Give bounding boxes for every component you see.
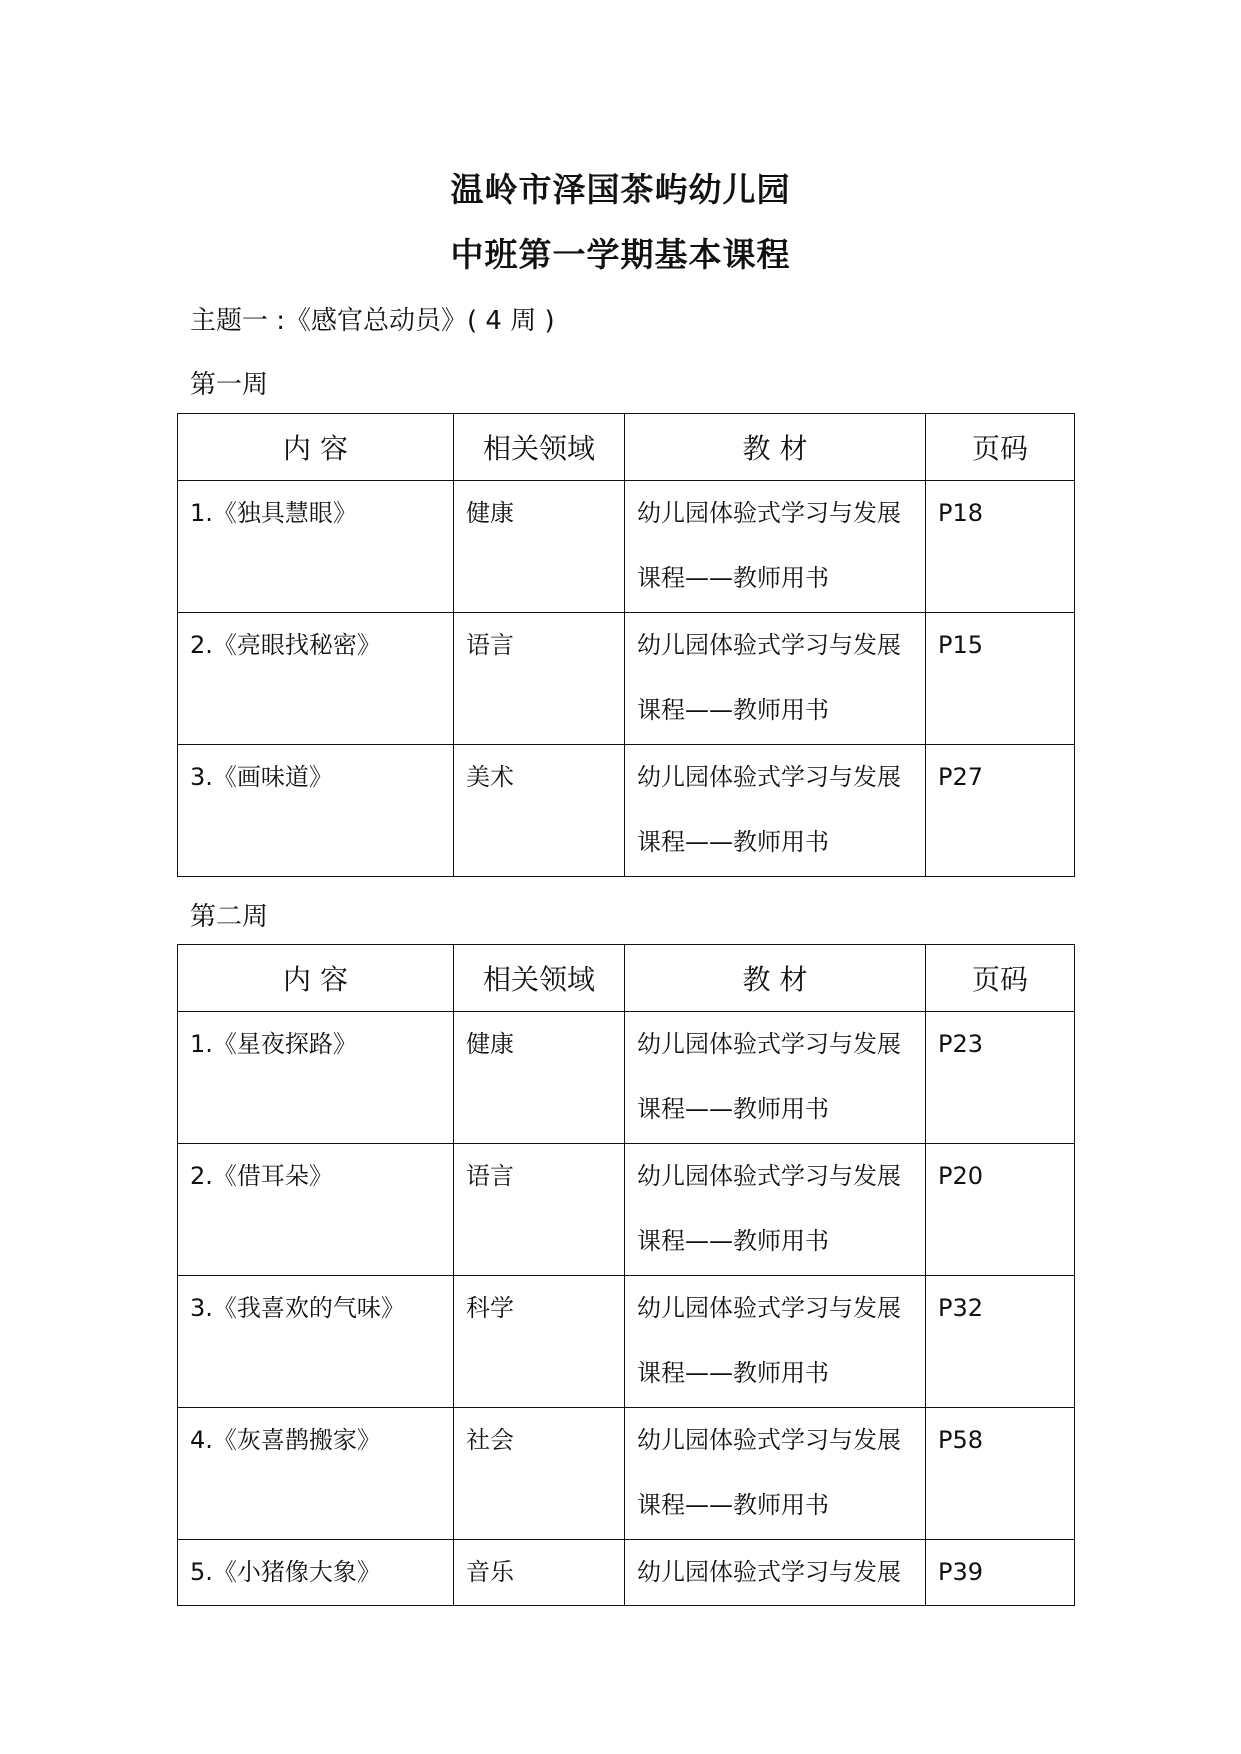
table-row [178, 1408, 1075, 1540]
material-cell [625, 745, 925, 875]
domain-cell: 社会 [466, 1426, 514, 1454]
material-cell [625, 481, 925, 611]
domain-cell: 音乐 [466, 1558, 514, 1586]
domain-cell: 美术 [466, 763, 514, 791]
material-line-2: 课程——教师用书 [637, 1227, 829, 1255]
domain-cell: 科学 [466, 1294, 514, 1322]
page-cell: P20 [938, 1162, 984, 1190]
material-line-1: 幼儿园体验式学习与发展 [637, 1162, 901, 1190]
material-line-2: 课程——教师用书 [637, 828, 829, 856]
page-cell: P23 [938, 1030, 984, 1058]
content-cell: 2.《借耳朵》 [190, 1162, 333, 1190]
page-cell: P32 [938, 1294, 984, 1322]
page-subtitle: 中班第一学期基本课程 [450, 235, 791, 274]
column-header-page: 页码 [926, 945, 1075, 1012]
material-cell [625, 1408, 925, 1538]
material-line-2: 课程——教师用书 [637, 696, 829, 724]
material-cell [625, 613, 925, 743]
material-cell [625, 1276, 925, 1406]
page-cell: P27 [938, 763, 984, 791]
domain-cell: 健康 [466, 1030, 514, 1058]
material-line-1: 幼儿园体验式学习与发展 [637, 763, 901, 791]
column-header-content: 内 容 [178, 945, 454, 1012]
page-cell: P58 [938, 1426, 984, 1454]
page-cell: P39 [938, 1558, 984, 1586]
content-cell: 1.《星夜探路》 [190, 1030, 357, 1058]
domain-cell: 语言 [466, 1162, 514, 1190]
theme-heading: 主题一 :《感官总动员》( 4 周 ) [190, 306, 555, 336]
content-cell: 3.《画味道》 [190, 763, 333, 791]
material-line-1: 幼儿园体验式学习与发展 [637, 1294, 901, 1322]
week-2-table [177, 944, 1075, 1606]
domain-cell: 健康 [466, 499, 514, 527]
domain-cell: 语言 [466, 631, 514, 659]
material-line-1: 幼儿园体验式学习与发展 [637, 1030, 901, 1058]
table-row [178, 745, 1075, 877]
week-2-label: 第二周 [190, 902, 269, 932]
material-cell [625, 1012, 925, 1142]
material-line-2: 课程——教师用书 [637, 1095, 829, 1123]
content-cell: 4.《灰喜鹊搬家》 [190, 1426, 381, 1454]
page-cell: P15 [938, 631, 984, 659]
page-cell: P18 [938, 499, 984, 527]
column-header-domain: 相关领域 [454, 414, 625, 481]
column-header-content: 内 容 [178, 414, 454, 481]
table-row [178, 1540, 1075, 1606]
table-row [178, 1276, 1075, 1408]
column-header-material: 教 材 [625, 414, 926, 481]
week-1-label: 第一周 [190, 370, 269, 400]
table-row [178, 1144, 1075, 1276]
material-line-1: 幼儿园体验式学习与发展 [637, 1426, 901, 1454]
material-line-1: 幼儿园体验式学习与发展 [637, 1558, 901, 1586]
page-title: 温岭市泽国茶屿幼儿园 [450, 170, 791, 209]
table-row [178, 1012, 1075, 1144]
material-cell [625, 1540, 925, 1605]
material-line-2: 课程——教师用书 [637, 1491, 829, 1519]
material-cell [625, 1144, 925, 1274]
column-header-domain: 相关领域 [454, 945, 625, 1012]
material-line-1: 幼儿园体验式学习与发展 [637, 499, 901, 527]
content-cell: 5.《小猪像大象》 [190, 1558, 381, 1586]
column-header-material: 教 材 [625, 945, 926, 1012]
column-header-page: 页码 [926, 414, 1075, 481]
content-cell: 3.《我喜欢的气味》 [190, 1294, 405, 1322]
material-line-2: 课程——教师用书 [637, 564, 829, 592]
week-1-table [177, 413, 1075, 877]
content-cell: 2.《亮眼找秘密》 [190, 631, 381, 659]
material-line-2: 课程——教师用书 [637, 1359, 829, 1387]
table-row [178, 481, 1075, 613]
table-row [178, 613, 1075, 745]
content-cell: 1.《独具慧眼》 [190, 499, 357, 527]
material-line-1: 幼儿园体验式学习与发展 [637, 631, 901, 659]
